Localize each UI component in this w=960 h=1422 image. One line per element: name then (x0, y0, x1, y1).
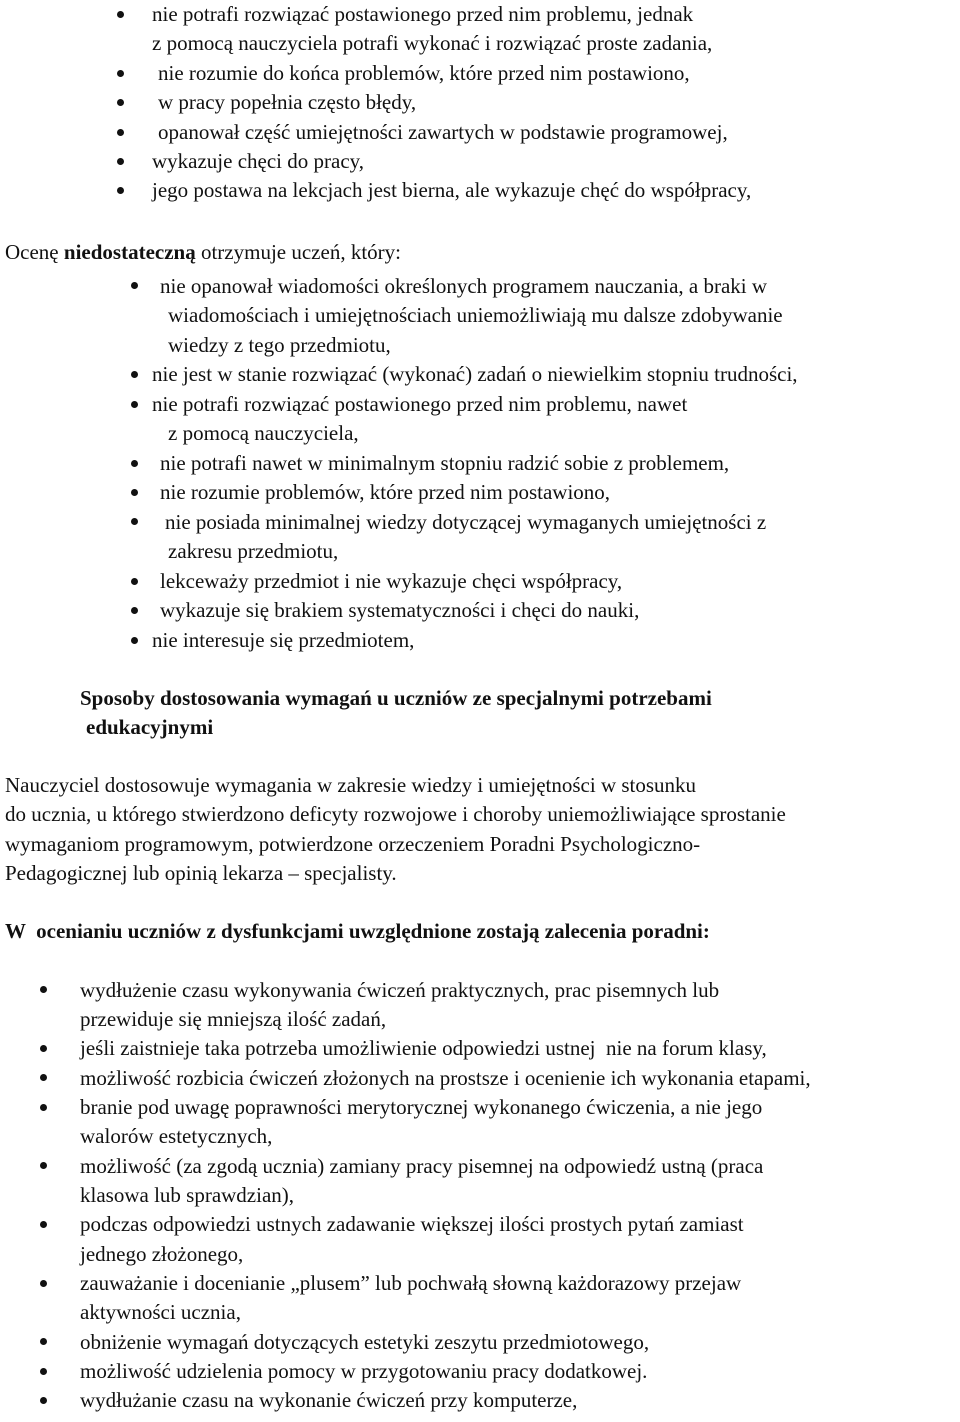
list-item-line: podczas odpowiedzi ustnych zadawanie większej ilości prostych pytań zamiast (80, 1212, 744, 1236)
grade-intro (5, 238, 401, 267)
list-item-line: wykazuje się brakiem systematyczności i chęci do nauki, (160, 598, 640, 622)
section-heading-cont: edukacyjnymi (86, 715, 214, 739)
bullet-icon (131, 371, 138, 378)
grade-intro-prefix: Ocenę (5, 240, 64, 264)
list-item-line: walorów estetycznych, (80, 1124, 273, 1148)
grade-intro-suffix: otrzymuje uczeń, który: (195, 240, 401, 264)
bullet-icon (117, 158, 124, 165)
bullet-icon (117, 70, 124, 77)
list-item-line: możliwość udzielenia pomocy w przygotowaniu pracy dodatkowej. (80, 1359, 648, 1383)
bullet-icon (131, 460, 138, 467)
list-item-line: z pomocą nauczyciela potrafi wykonać i rozwiązać proste zadania, (152, 31, 713, 55)
bullet-icon (40, 1104, 47, 1111)
bullet-icon (40, 1074, 47, 1081)
list-item-line: lekceważy przedmiot i nie wykazuje chęci współpracy, (160, 569, 623, 593)
bullet-icon (117, 11, 124, 18)
list-item-line: jego postawa na lekcjach jest bierna, ale wykazuje chęć do współpracy, (152, 178, 752, 202)
bullet-icon (131, 489, 138, 496)
paragraph-line: Pedagogicznej lub opinią lekarza – specjalisty. (5, 861, 397, 885)
list-item-line: wiadomościach i umiejętnościach uniemożliwiają mu dalsze zdobywanie (168, 303, 783, 327)
list-item-line: opanował część umiejętności zawartych w podstawie programowej, (158, 120, 728, 144)
list-item-line: możliwość rozbicia ćwiczeń złożonych na prostsze i ocenienie ich wykonania etapami, (80, 1066, 811, 1090)
list-item-line: nie potrafi rozwiązać postawionego przed nim problemu, jednak (152, 2, 694, 26)
list-item-line: zakresu przedmiotu, (168, 539, 339, 563)
list-item-line: wiedzy z tego przedmiotu, (168, 333, 391, 357)
list-item-line: przewiduje się mniejszą ilość zadań, (80, 1007, 387, 1031)
bullet-icon (131, 607, 138, 614)
list-item-line: wydłużenie czasu wykonywania ćwiczeń praktycznych, prac pisemnych lub (80, 978, 720, 1002)
list-item-line: branie pod uwagę poprawności merytorycznej wykonanego ćwiczenia, a nie jego (80, 1095, 763, 1119)
bullet-icon (131, 578, 138, 585)
bullet-icon (40, 1045, 47, 1052)
list-item-line: nie rozumie problemów, które przed nim postawiono, (160, 480, 611, 504)
bullet-icon (117, 187, 124, 194)
section-heading-2: W ocenianiu uczniów z dysfunkcjami uwzględnione zostają zalecenia poradni: (5, 919, 710, 943)
list-item-line: wydłużanie czasu na wykonanie ćwiczeń przy komputerze, (80, 1388, 578, 1412)
list-item-line: nie potrafi rozwiązać postawionego przed nim problemu, nawet (152, 392, 688, 416)
list-item-line: aktywności ucznia, (80, 1300, 241, 1324)
bullet-icon (40, 1338, 47, 1345)
list-item-line: nie posiada minimalnej wiedzy dotyczącej wymaganych umiejętności z (165, 510, 767, 534)
list-item-line: nie interesuje się przedmiotem, (152, 628, 415, 652)
list-item-line: zauważanie i docenianie „plusem” lub pochwałą słowną każdorazowy przejaw (80, 1271, 742, 1295)
list-item-line: obniżenie wymagań dotyczących estetyki zeszytu przedmiotowego, (80, 1330, 650, 1354)
list-item-line: wykazuje chęci do pracy, (152, 149, 365, 173)
paragraph-line: do ucznia, u którego stwierdzono deficyty rozwojowe i choroby uniemożliwiające sprostanie (5, 802, 786, 826)
list-item-line: nie opanował wiadomości określonych programem nauczania, a braki w (160, 274, 768, 298)
bullet-icon (131, 637, 138, 644)
paragraph-line: wymaganiom programowym, potwierdzone orzeczeniem Poradni Psychologiczno- (5, 832, 701, 856)
grade-name: niedostateczną (63, 240, 196, 264)
bullet-icon (131, 282, 138, 289)
bullet-icon (40, 1397, 47, 1404)
bullet-icon (40, 1280, 47, 1287)
paragraph-line: Nauczyciel dostosowuje wymagania w zakresie wiedzy i umiejętności w stosunku (5, 773, 697, 797)
list-item-line: możliwość (za zgodą ucznia) zamiany pracy pisemnej na odpowiedź ustną (praca (80, 1154, 764, 1178)
list-item-line: nie jest w stanie rozwiązać (wykonać) zadań o niewielkim stopniu trudności, (152, 362, 798, 386)
bullet-icon (40, 1221, 47, 1228)
list-item-line: jednego złożonego, (80, 1242, 244, 1266)
bullet-icon (131, 518, 138, 525)
bullet-icon (40, 986, 47, 993)
list-item-line: z pomocą nauczyciela, (168, 421, 359, 445)
bullet-icon (40, 1162, 47, 1169)
list-item-line: klasowa lub sprawdzian), (80, 1183, 295, 1207)
list-item-line: w pracy popełnia często błędy, (158, 90, 417, 114)
list-item-line: nie rozumie do końca problemów, które przed nim postawiono, (158, 61, 690, 85)
bullet-icon (117, 99, 124, 106)
bullet-icon (117, 129, 124, 136)
list-item-line: nie potrafi nawet w minimalnym stopniu radzić sobie z problemem, (160, 451, 730, 475)
section-heading: Sposoby dostosowania wymagań u uczniów ze specjalnymi potrzebami (80, 686, 712, 710)
list-item-line: jeśli zaistnieje taka potrzeba umożliwienie odpowiedzi ustnej nie na forum klasy, (80, 1036, 767, 1060)
bullet-icon (131, 401, 138, 408)
bullet-icon (40, 1368, 47, 1375)
